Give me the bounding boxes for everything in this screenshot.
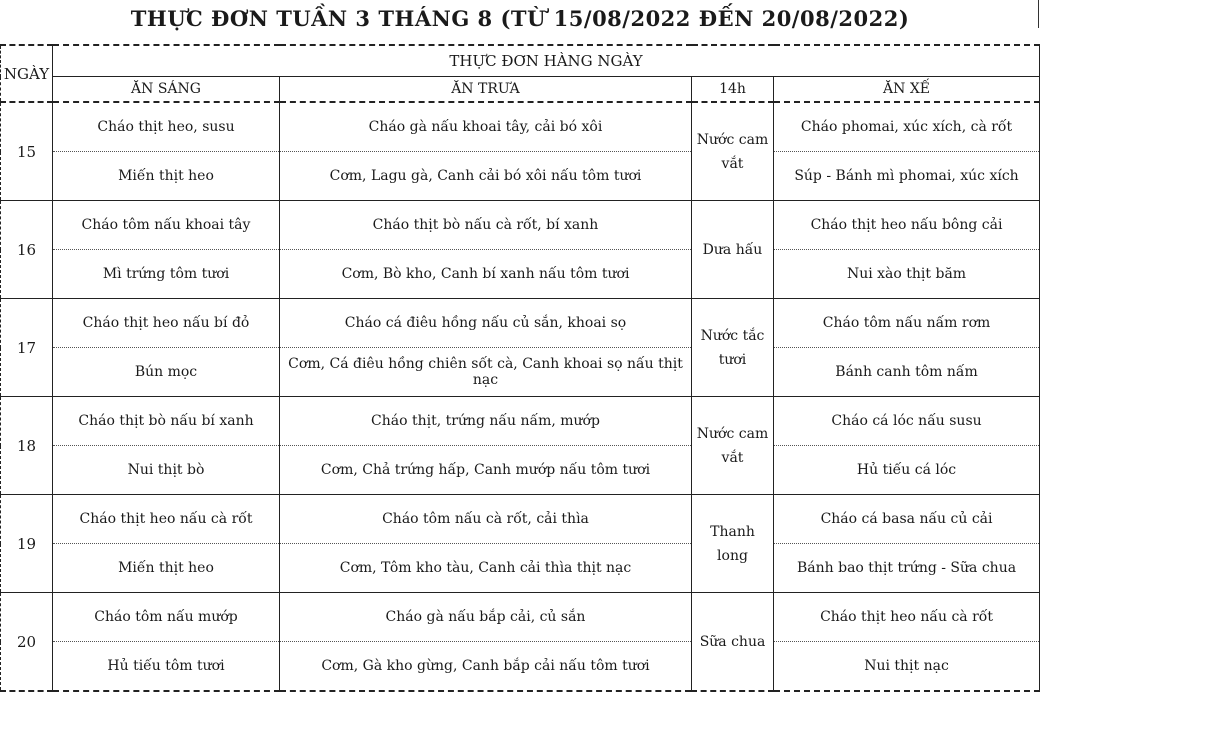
snack-cell: Nui thịt nạc [774,642,1040,692]
lunch-cell: Cháo thịt, trứng nấu nấm, mướp [280,397,692,446]
table-row [1,397,1040,446]
drink-cell: Sữa chua [692,593,774,692]
lunch-cell: Cơm, Bò kho, Canh bí xanh nấu tôm tươi [280,250,692,299]
table-row [1,299,1040,348]
breakfast-cell: Hủ tiếu tôm tươi [53,642,280,692]
snack-cell: Cháo thịt heo nấu bông cải [774,201,1040,250]
lunch-cell: Cơm, Tôm kho tàu, Canh cải thìa thịt nạc [280,544,692,593]
day-number: 16 [1,201,53,299]
snack-cell: Súp - Bánh mì phomai, xúc xích [774,152,1040,201]
header-day: NGÀY [1,45,53,102]
snack-cell: Cháo phomai, xúc xích, cà rốt [774,102,1040,152]
breakfast-cell: Cháo thịt heo nấu bí đỏ [53,299,280,348]
snack-cell: Cháo tôm nấu nấm rơm [774,299,1040,348]
header-lunch: ĂN TRƯA [280,77,692,103]
table-row [1,593,1040,642]
breakfast-cell: Mì trứng tôm tươi [53,250,280,299]
page-title: THỰC ĐƠN TUẦN 3 THÁNG 8 (TỪ 15/08/2022 ĐẾN 20/08/2022) [130,6,910,31]
header-snack: ĂN XẾ [774,77,1040,103]
breakfast-cell: Cháo thịt heo, susu [53,102,280,152]
table-row [1,152,1040,201]
lunch-cell: Cơm, Cá điêu hồng chiên sốt cà, Canh khoai sọ nấu thịt nạc [280,348,692,397]
table-row [1,495,1040,544]
drink-cell: Dưa hấu [692,201,774,299]
snack-cell: Hủ tiếu cá lóc [774,446,1040,495]
drink-cell: Nước tắc tươi [692,299,774,397]
breakfast-cell: Nui thịt bò [53,446,280,495]
table-row [1,544,1040,593]
day-number: 20 [1,593,53,692]
snack-cell: Cháo cá basa nấu củ cải [774,495,1040,544]
breakfast-cell: Cháo tôm nấu khoai tây [53,201,280,250]
day-number: 17 [1,299,53,397]
lunch-cell: Cháo gà nấu khoai tây, cải bó xôi [280,102,692,152]
snack-cell: Bánh bao thịt trứng - Sữa chua [774,544,1040,593]
snack-cell: Nui xào thịt băm [774,250,1040,299]
breakfast-cell: Miến thịt heo [53,152,280,201]
sheet-edge-line [1038,0,1039,28]
drink-cell: Thanh long [692,495,774,593]
table-row [1,250,1040,299]
breakfast-cell: Cháo thịt bò nấu bí xanh [53,397,280,446]
day-number: 18 [1,397,53,495]
lunch-cell: Cháo tôm nấu cà rốt, cải thìa [280,495,692,544]
snack-cell: Bánh canh tôm nấm [774,348,1040,397]
header-breakfast: ĂN SÁNG [53,77,280,103]
breakfast-cell: Cháo thịt heo nấu cà rốt [53,495,280,544]
lunch-cell: Cháo gà nấu bắp cải, củ sắn [280,593,692,642]
table-row [1,446,1040,495]
breakfast-cell: Bún mọc [53,348,280,397]
table-row [1,201,1040,250]
header-14h: 14h [692,77,774,103]
breakfast-cell: Miến thịt heo [53,544,280,593]
lunch-cell: Cơm, Gà kho gừng, Canh bắp cải nấu tôm tươi [280,642,692,692]
breakfast-cell: Cháo tôm nấu mướp [53,593,280,642]
day-number: 15 [1,102,53,201]
drink-cell: Nước cam vắt [692,397,774,495]
day-number: 19 [1,495,53,593]
header-daily-menu: THỰC ĐƠN HÀNG NGÀY [53,45,1040,77]
lunch-cell: Cháo thịt bò nấu cà rốt, bí xanh [280,201,692,250]
table-row [1,102,1040,152]
menu-body [1,102,1040,691]
lunch-cell: Cháo cá điêu hồng nấu củ sắn, khoai sọ [280,299,692,348]
snack-cell: Cháo cá lóc nấu susu [774,397,1040,446]
menu-table [0,44,1040,692]
snack-cell: Cháo thịt heo nấu cà rốt [774,593,1040,642]
drink-cell: Nước cam vắt [692,102,774,201]
lunch-cell: Cơm, Chả trứng hấp, Canh mướp nấu tôm tươi [280,446,692,495]
table-row [1,348,1040,397]
table-row [1,642,1040,692]
lunch-cell: Cơm, Lagu gà, Canh cải bó xôi nấu tôm tươi [280,152,692,201]
